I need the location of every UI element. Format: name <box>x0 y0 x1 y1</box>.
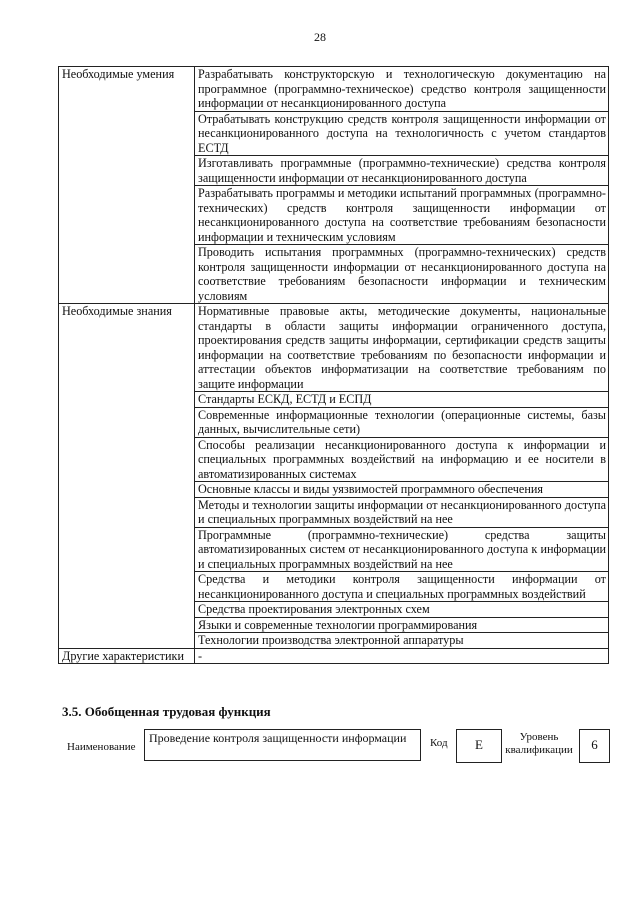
function-name-field: Проведение контроля защищенности информации <box>144 729 421 761</box>
requirement-cell: Разрабатывать конструкторскую и технологическую документацию на программное (программно-техническое) средство контроля защищенности информации от несанкционированного доступа <box>195 67 609 112</box>
table-row <box>59 304 609 392</box>
row-label: Необходимые знания <box>59 304 195 649</box>
requirement-cell: Средства проектирования электронных схем <box>195 602 609 618</box>
section-title: 3.5. Обобщенная трудовая функция <box>62 704 271 719</box>
requirement-cell: Программные (программно-технические) средства защиты автоматизированных систем от несанкционированного доступа к информации и специальных программных воздействий на нее <box>195 527 609 572</box>
requirement-cell: - <box>195 648 609 664</box>
code-field: E <box>456 729 502 763</box>
requirement-cell: Современные информационные технологии (операционные системы, базы данных, вычислительные сети) <box>195 407 609 437</box>
requirement-cell: Отрабатывать конструкцию средств контроля защищенности информации от несанкционированного доступа на технологичность с учетом стандартов ЕСТД <box>195 111 609 156</box>
row-label: Необходимые умения <box>59 67 195 304</box>
table-row <box>59 648 609 664</box>
page-number: 28 <box>314 30 326 44</box>
requirement-cell: Методы и технологии защиты информации от несанкционированного доступа и специальных программных воздействий на нее <box>195 497 609 527</box>
requirement-cell: Средства и методики контроля защищенности информации от несанкционированного доступа и специальных программных воздействий <box>195 572 609 602</box>
requirement-cell: Нормативные правовые акты, методические документы, национальные стандарты в области защиты информации ограниченного доступа, проектирования средств защиты информации, сертификации средств защиты информации на соответствие требованиям по безопасности информации и аттестации объектов информатизации на соответствие требованиям по защите информации <box>195 304 609 392</box>
requirement-cell: Языки и современные технологии программирования <box>195 617 609 633</box>
row-label: Другие характеристики <box>59 648 195 664</box>
requirements-table <box>58 66 609 664</box>
requirement-cell: Изготавливать программные (программно-технические) средства контроля защищенности информации от несанкционированного доступа <box>195 156 609 186</box>
code-label: Код <box>430 737 448 749</box>
qualification-level-field: 6 <box>579 729 610 763</box>
table-row <box>59 67 609 112</box>
requirement-cell: Разрабатывать программы и методики испытаний программных (программно-технических) средств контроля защищенности информации от несанкционированного доступа на соответствие требованиям безопасности информации и техническим условиям <box>195 186 609 245</box>
requirement-cell: Стандарты ЕСКД, ЕСТД и ЕСПД <box>195 392 609 408</box>
qualification-level-label: Уровень квалификации <box>505 731 573 756</box>
requirement-cell: Проводить испытания программных (программно-технических) средств контроля защищенности информации от несанкционированного доступа на соответствие требованиям безопасности информации и техническим условиям <box>195 245 609 304</box>
requirement-cell: Технологии производства электронной аппаратуры <box>195 633 609 649</box>
requirement-cell: Основные классы и виды уязвимостей программного обеспечения <box>195 482 609 498</box>
name-label: Наименование <box>67 741 136 753</box>
requirement-cell: Способы реализации несанкционированного доступа к информации и специальных программных воздействий на информацию и ее носители в автоматизированных системах <box>195 437 609 482</box>
